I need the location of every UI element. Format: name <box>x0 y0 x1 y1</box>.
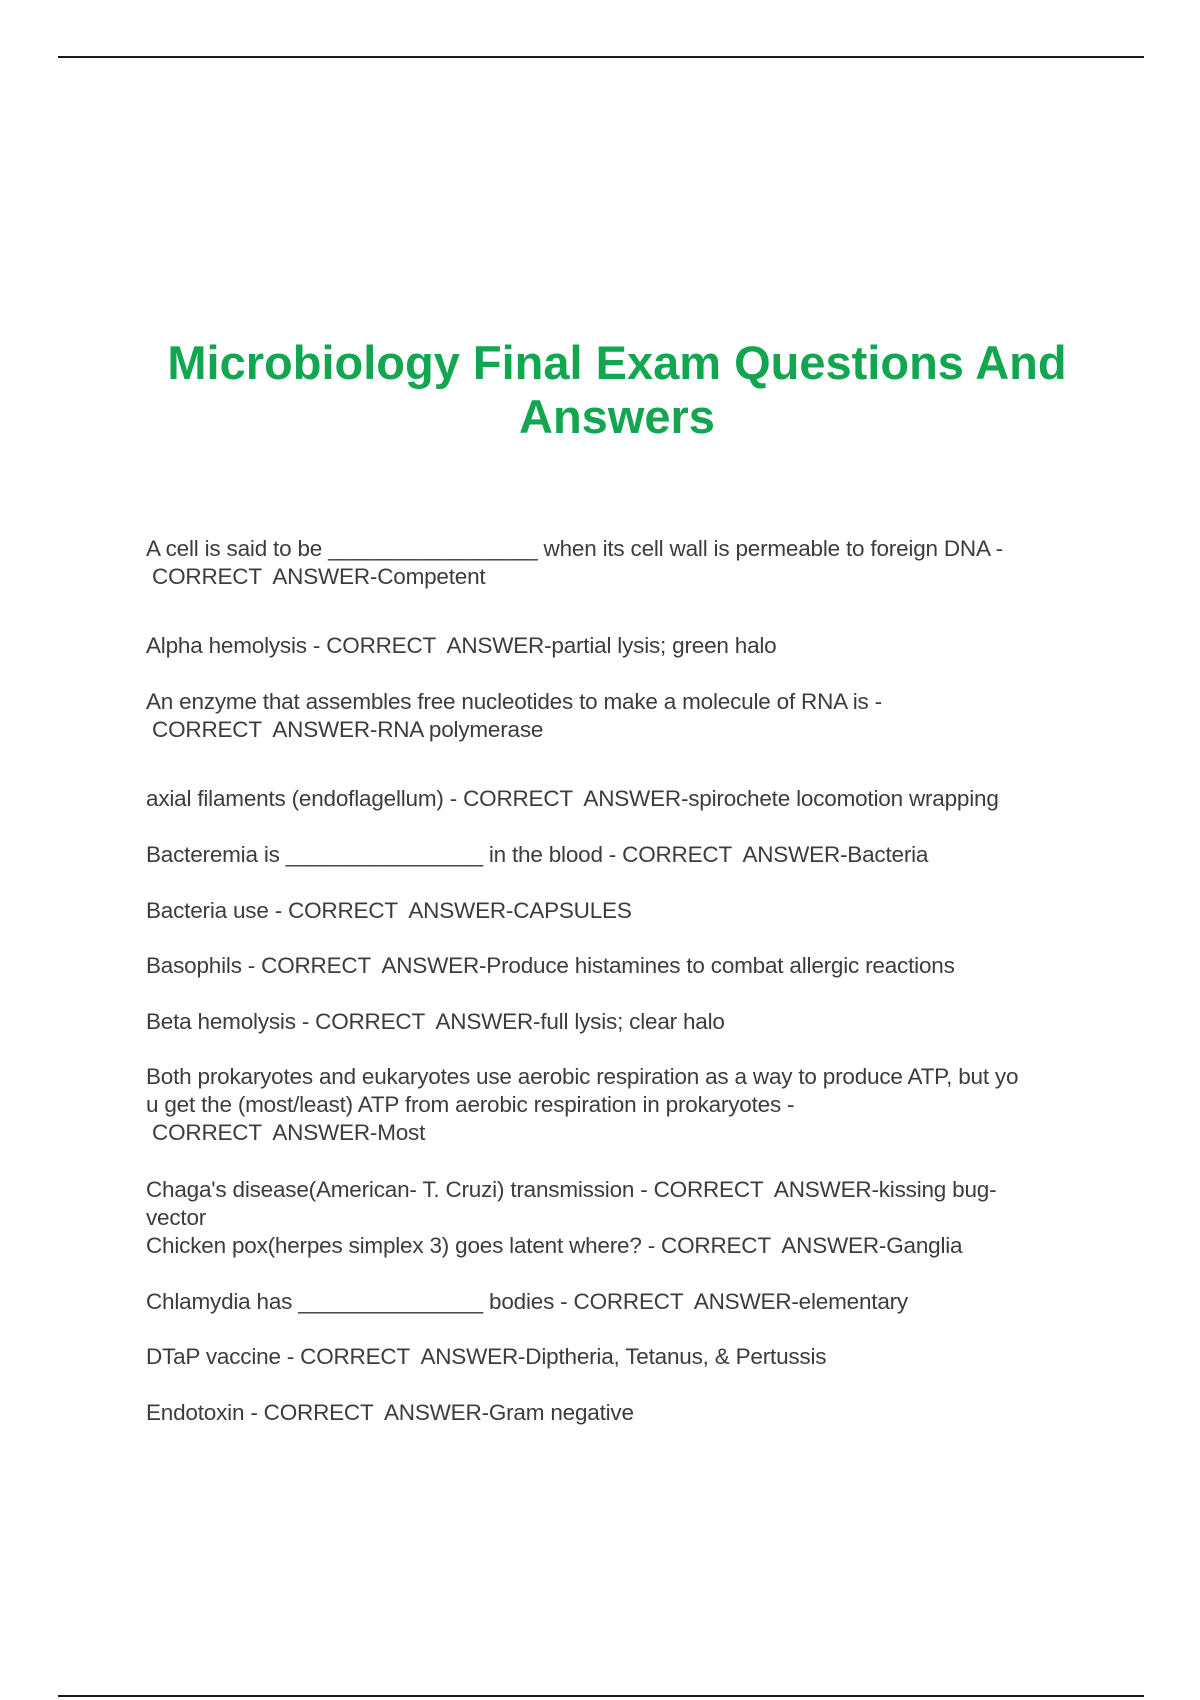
qa-item <box>146 1288 1096 1316</box>
qa-item <box>146 785 1096 813</box>
qa-text-line: CORRECT ANSWER-RNA polymerase <box>146 717 544 742</box>
qa-text-line: Alpha hemolysis - CORRECT ANSWER-partial lysis; green halo <box>146 633 777 658</box>
bottom-rule <box>58 1695 1144 1697</box>
qa-item <box>146 1232 1096 1260</box>
qa-item <box>146 1008 1096 1036</box>
qa-item <box>146 1399 1096 1427</box>
qa-item <box>146 632 1096 660</box>
qa-text-line: u get the (most/least) ATP from aerobic respiration in prokaryotes - <box>146 1092 795 1117</box>
qa-item <box>146 535 1096 591</box>
qa-text-line: Chicken pox(herpes simplex 3) goes latent where? - CORRECT ANSWER-Ganglia <box>146 1233 963 1258</box>
qa-item <box>146 897 1096 925</box>
qa-text-line: An enzyme that assembles free nucleotides to make a molecule of RNA is - <box>146 689 882 714</box>
title-line-2: Answers <box>519 390 715 443</box>
qa-text-line: axial filaments (endoflagellum) - CORRECT ANSWER-spirochete locomotion wrapping <box>146 786 999 811</box>
document-title <box>100 336 1134 444</box>
qa-text-line: Chaga's disease(American- T. Cruzi) transmission - CORRECT ANSWER-kissing bug- <box>146 1177 997 1202</box>
qa-text-line: CORRECT ANSWER-Most <box>146 1120 426 1145</box>
qa-text-line: Beta hemolysis - CORRECT ANSWER-full lysis; clear halo <box>146 1009 725 1034</box>
qa-text-line: vector <box>146 1205 207 1230</box>
qa-item <box>146 841 1096 869</box>
qa-text-line: CORRECT ANSWER-Competent <box>146 564 486 589</box>
qa-text-line: Bacteria use - CORRECT ANSWER-CAPSULES <box>146 898 632 923</box>
qa-item <box>146 688 1096 744</box>
qa-text-line: Basophils - CORRECT ANSWER-Produce histamines to combat allergic reactions <box>146 953 955 978</box>
qa-item <box>146 1343 1096 1371</box>
qa-text-line: A cell is said to be _________________ when its cell wall is permeable to foreign DNA - <box>146 536 1003 561</box>
qa-text-line: Endotoxin - CORRECT ANSWER-Gram negative <box>146 1400 634 1425</box>
qa-text-line: DTaP vaccine - CORRECT ANSWER-Diptheria, Tetanus, & Pertussis <box>146 1344 827 1369</box>
title-line-1: Microbiology Final Exam Questions And <box>167 336 1067 389</box>
qa-item <box>146 1063 1096 1147</box>
qa-item <box>146 1176 1096 1232</box>
qa-text-line: Chlamydia has _______________ bodies - CORRECT ANSWER-elementary <box>146 1289 908 1314</box>
top-rule <box>58 56 1144 58</box>
qa-item <box>146 952 1096 980</box>
qa-text-line: Bacteremia is ________________ in the blood - CORRECT ANSWER-Bacteria <box>146 842 929 867</box>
qa-text-line: Both prokaryotes and eukaryotes use aerobic respiration as a way to produce ATP, but yo <box>146 1064 1019 1089</box>
